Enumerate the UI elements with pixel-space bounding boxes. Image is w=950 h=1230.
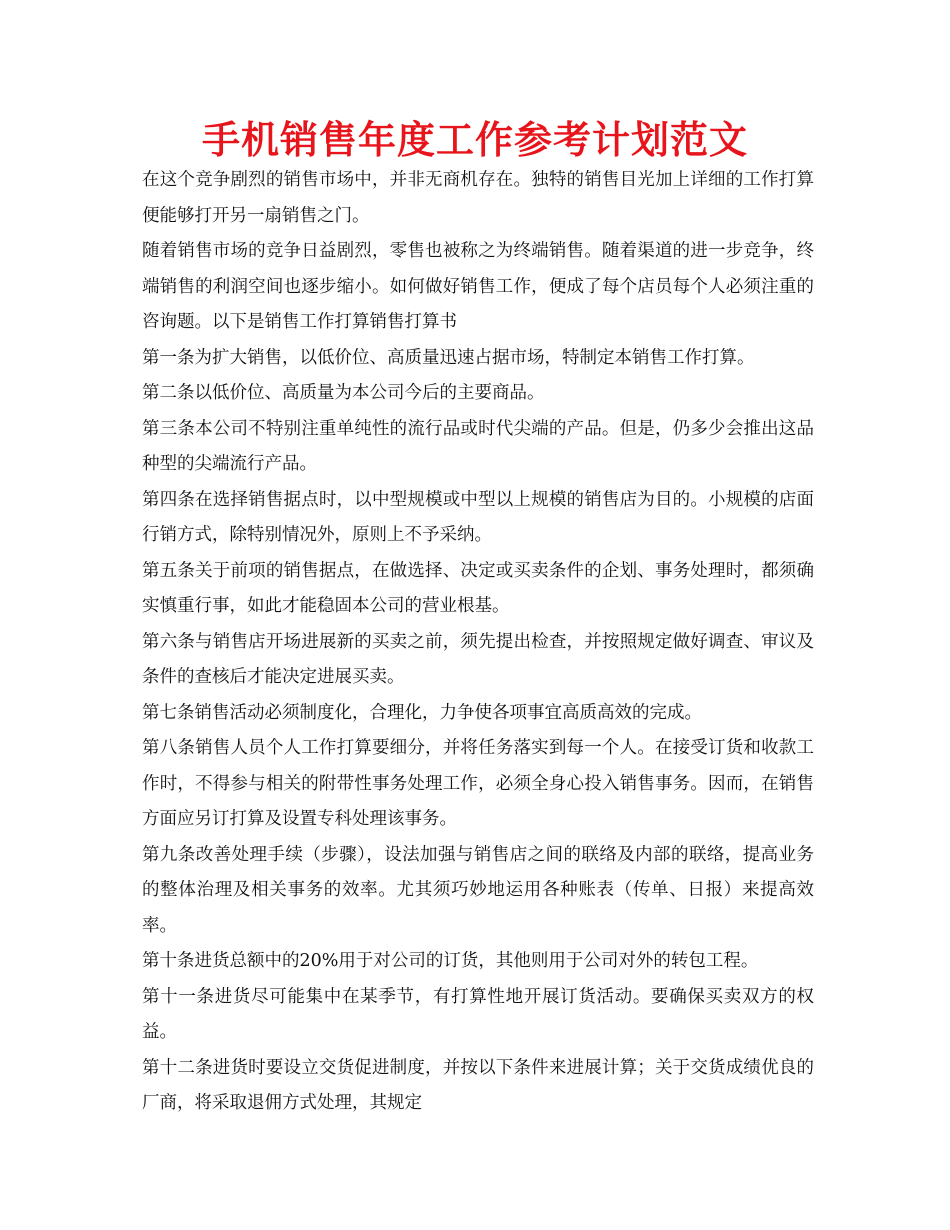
paragraph: 第一条为扩大销售，以低价位、高质量迅速占据市场，特制定本销售工作打算。 bbox=[142, 347, 755, 368]
paragraph: 第六条与销售店开场进展新的买卖之前，须先提出检查，并按照规定做好调查、审议及条件的查核后才能决定进展买卖。 bbox=[142, 631, 814, 687]
paragraph: 第八条销售人员个人工作打算要细分，并将任务落实到每一个人。在接受订货和收款工作时，不得参与相关的附带性事务处理工作，必须全身心投入销售事务。因而，在销售方面应另订打算及设置专科处理该事务。 bbox=[142, 738, 814, 829]
paragraph: 随着销售市场的竞争日益剧烈，零售也被称之为终端销售。随着渠道的进一步竞争，终端销售的利润空间也逐步缩小。如何做好销售工作，便成了每个店员每个人必须注重的咨询题。以下是销售工作打算销售打算书 bbox=[142, 241, 814, 332]
paragraph: 第五条关于前项的销售据点，在做选择、决定或买卖条件的企划、事务处理时，都须确实慎重行事，如此才能稳固本公司的营业根基。 bbox=[142, 560, 814, 616]
document-body bbox=[142, 163, 814, 1122]
paragraph: 第四条在选择销售据点时，以中型规模或中型以上规模的销售店为目的。小规模的店面行销方式，除特别情况外，原则上不予采纳。 bbox=[142, 489, 814, 545]
paragraph: 第十二条进货时要设立交货促进制度，并按以下条件来进展计算；关于交货成绩优良的厂商，将采取退佣方式处理，其规定 bbox=[142, 1057, 814, 1113]
paragraph: 在这个竞争剧烈的销售市场中，并非无商机存在。独特的销售目光加上详细的工作打算便能够打开另一扇销售之门。 bbox=[142, 170, 814, 226]
paragraph: 第十条进货总额中的20%用于对公司的订货，其他则用于公司对外的转包工程。 bbox=[142, 951, 759, 971]
paragraph: 第九条改善处理手续（步骤），设法加强与销售店之间的联络及内部的联络，提高业务的整体治理及相关事务的效率。尤其须巧妙地运用各种账表（传单、日报）来提高效率。 bbox=[142, 844, 814, 936]
paragraph: 第三条本公司不特别注重单纯性的流行品或时代尖端的产品。但是，仍多少会推出这品种型的尖端流行产品。 bbox=[142, 418, 814, 474]
paragraph: 第七条销售活动必须制度化，合理化，力争使各项事宜高质高效的完成。 bbox=[142, 702, 702, 723]
paragraph: 第二条以低价位、高质量为本公司今后的主要商品。 bbox=[142, 383, 545, 403]
document-title: 手机销售年度工作参考计划范文 bbox=[201, 118, 748, 162]
paragraph: 第十一条进货尽可能集中在某季节，有打算性地开展订货活动。要确保买卖双方的权益。 bbox=[142, 986, 814, 1042]
